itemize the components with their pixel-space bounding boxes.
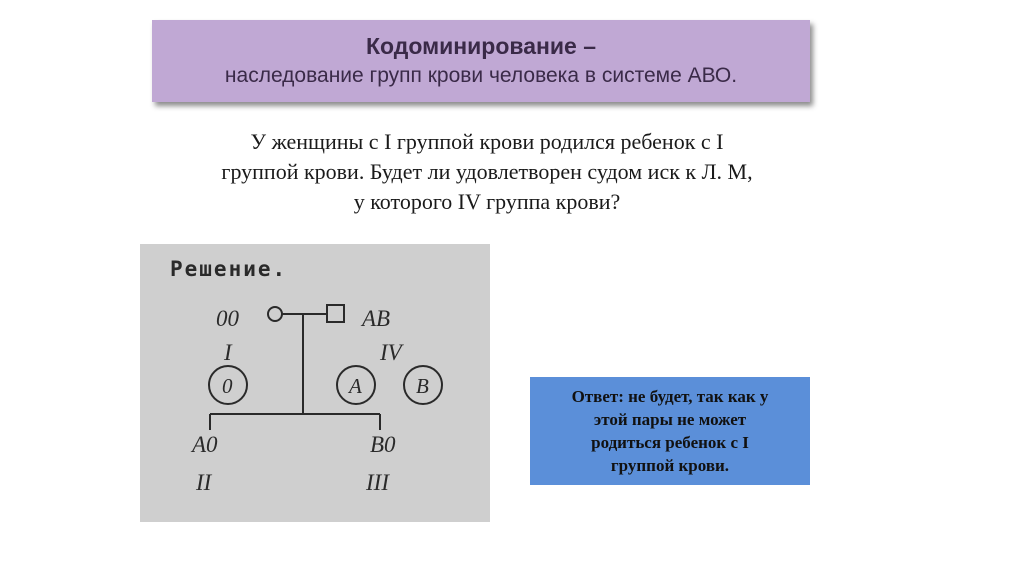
solution-heading: Решение. xyxy=(170,257,288,281)
answer-line: родиться ребенок с I xyxy=(591,433,749,452)
father-genotype: AB xyxy=(362,306,391,331)
mother-symbol xyxy=(268,307,282,321)
problem-line: у которого IV группа крови? xyxy=(353,189,621,214)
father-symbol xyxy=(327,305,344,322)
mother-group: I xyxy=(224,340,232,365)
child2-genotype: B0 xyxy=(370,432,396,457)
pedigree-diagram xyxy=(140,244,490,522)
solution-scan xyxy=(140,244,490,522)
answer-line: Ответ: не будет, так как у xyxy=(571,387,769,406)
title-banner xyxy=(152,20,810,102)
child2-group: III xyxy=(366,470,389,495)
gamete-father-a-label: A xyxy=(349,374,362,398)
answer-line: группой крови. xyxy=(610,456,730,475)
problem-line: группой крови. Будет ли удовлетворен судом иск к Л. М, xyxy=(221,159,753,184)
answer-line: этой пары не может xyxy=(593,410,747,429)
child1-group: II xyxy=(196,470,212,495)
slide-subtitle: наследование групп крови человека в системе АВО. xyxy=(224,64,738,87)
father-group: IV xyxy=(380,340,402,365)
mother-genotype: 00 xyxy=(216,306,239,331)
child1-genotype: A0 xyxy=(192,432,218,457)
problem-line: У женщины с I группой крови родился ребенок с I xyxy=(250,129,724,154)
gamete-mother-label: 0 xyxy=(222,374,233,398)
gamete-father-b-label: B xyxy=(416,374,429,398)
problem-statement xyxy=(140,127,834,217)
answer-box xyxy=(530,377,810,485)
slide-title: Кодоминирование – xyxy=(365,33,597,59)
